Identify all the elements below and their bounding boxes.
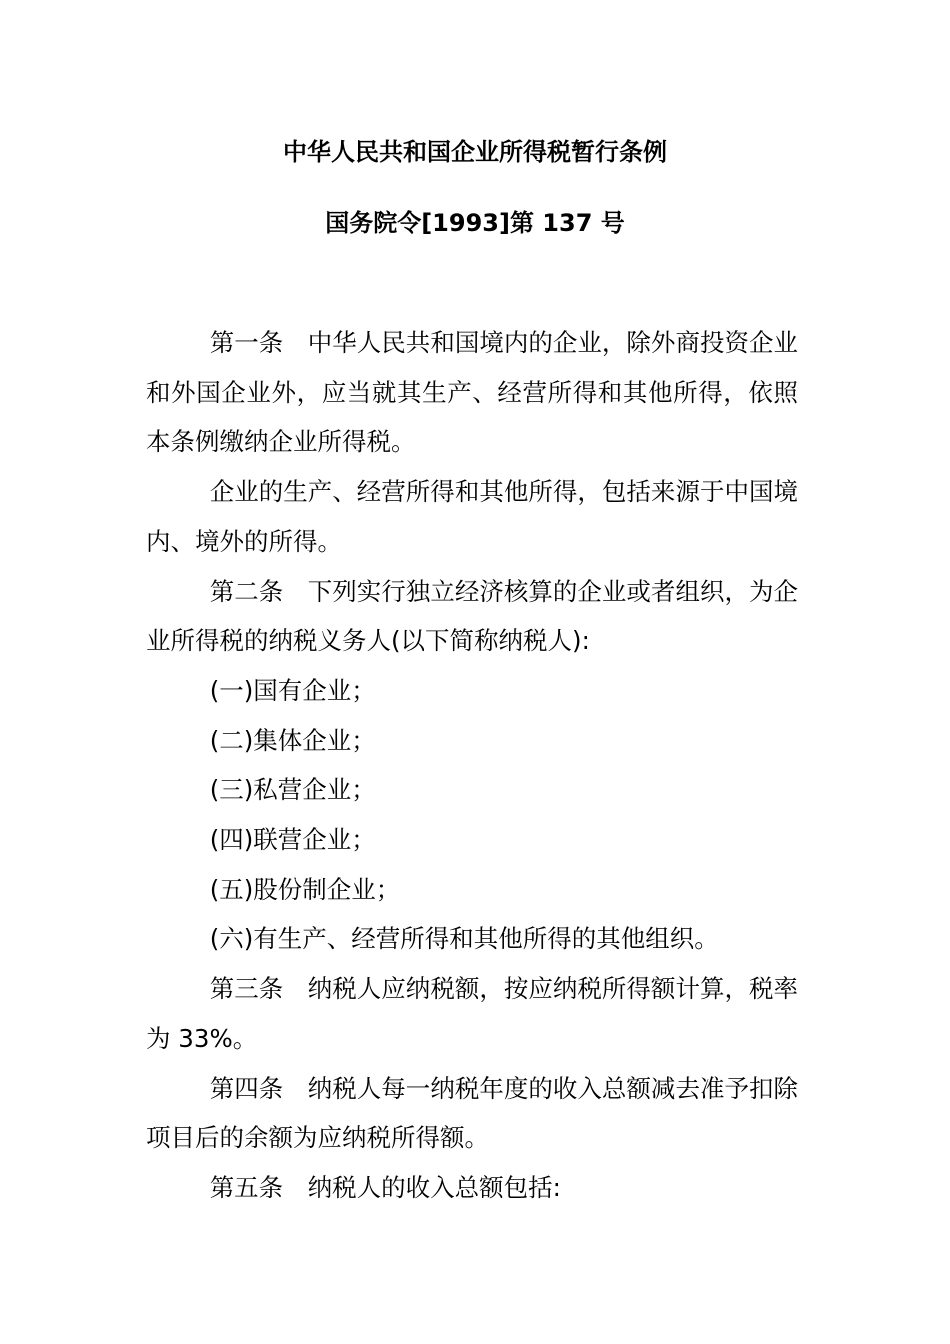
paragraph-text: 纳税人每一纳税年度的收入总额减去准予扣除项目后的余额为应纳税所得额。 [146, 1073, 799, 1153]
paragraph-text: 纳税人应纳税额，按应纳税所得额计算，税率为 33%。 [146, 974, 799, 1053]
paragraph-text: 下列实行独立经济核算的企业或者组织，为企业所得税的纳税义务人(以下简称纳税人): [146, 576, 799, 656]
list-item [146, 666, 798, 716]
list-item-text: (三)私营企业； [209, 775, 376, 805]
article-label: 第四条 [209, 1073, 284, 1103]
list-item-text: (四)联营企业； [209, 825, 376, 855]
article-label: 第三条 [209, 974, 284, 1004]
list-item [146, 865, 798, 915]
paragraph-article-5 [146, 1163, 798, 1213]
list-item [146, 765, 798, 815]
paragraph-article-1 [146, 318, 798, 467]
list-item [146, 914, 798, 964]
article-label: 第二条 [209, 576, 284, 606]
list-item [146, 815, 798, 865]
article-label: 第五条 [209, 1172, 284, 1202]
list-item-text: (二)集体企业； [209, 725, 376, 755]
paragraph-article-4 [146, 1064, 798, 1163]
paragraph-text: 企业的生产、经营所得和其他所得，包括来源于中国境内、境外的所得。 [146, 477, 798, 556]
list-item-text: (六)有生产、经营所得和其他所得的其他组织。 [209, 924, 719, 954]
document-subtitle: 国务院令[1993]第 137 号 [325, 209, 625, 237]
paragraph-article-2 [146, 567, 798, 666]
paragraph [146, 467, 798, 566]
paragraph-text: 中华人民共和国境内的企业，除外商投资企业和外国企业外，应当就其生产、经营所得和其他所得，依照本条例缴纳企业所得税。 [146, 328, 799, 457]
paragraph-article-3 [146, 964, 798, 1063]
list-item-text: (一)国有企业； [209, 675, 376, 705]
list-item [146, 716, 798, 766]
list-item-text: (五)股份制企业； [209, 874, 401, 904]
document-title: 中华人民共和国企业所得税暂行条例 [283, 138, 667, 166]
article-label: 第一条 [209, 328, 284, 357]
document-body [146, 318, 798, 1213]
paragraph-text: 纳税人的收入总额包括: [307, 1172, 561, 1202]
